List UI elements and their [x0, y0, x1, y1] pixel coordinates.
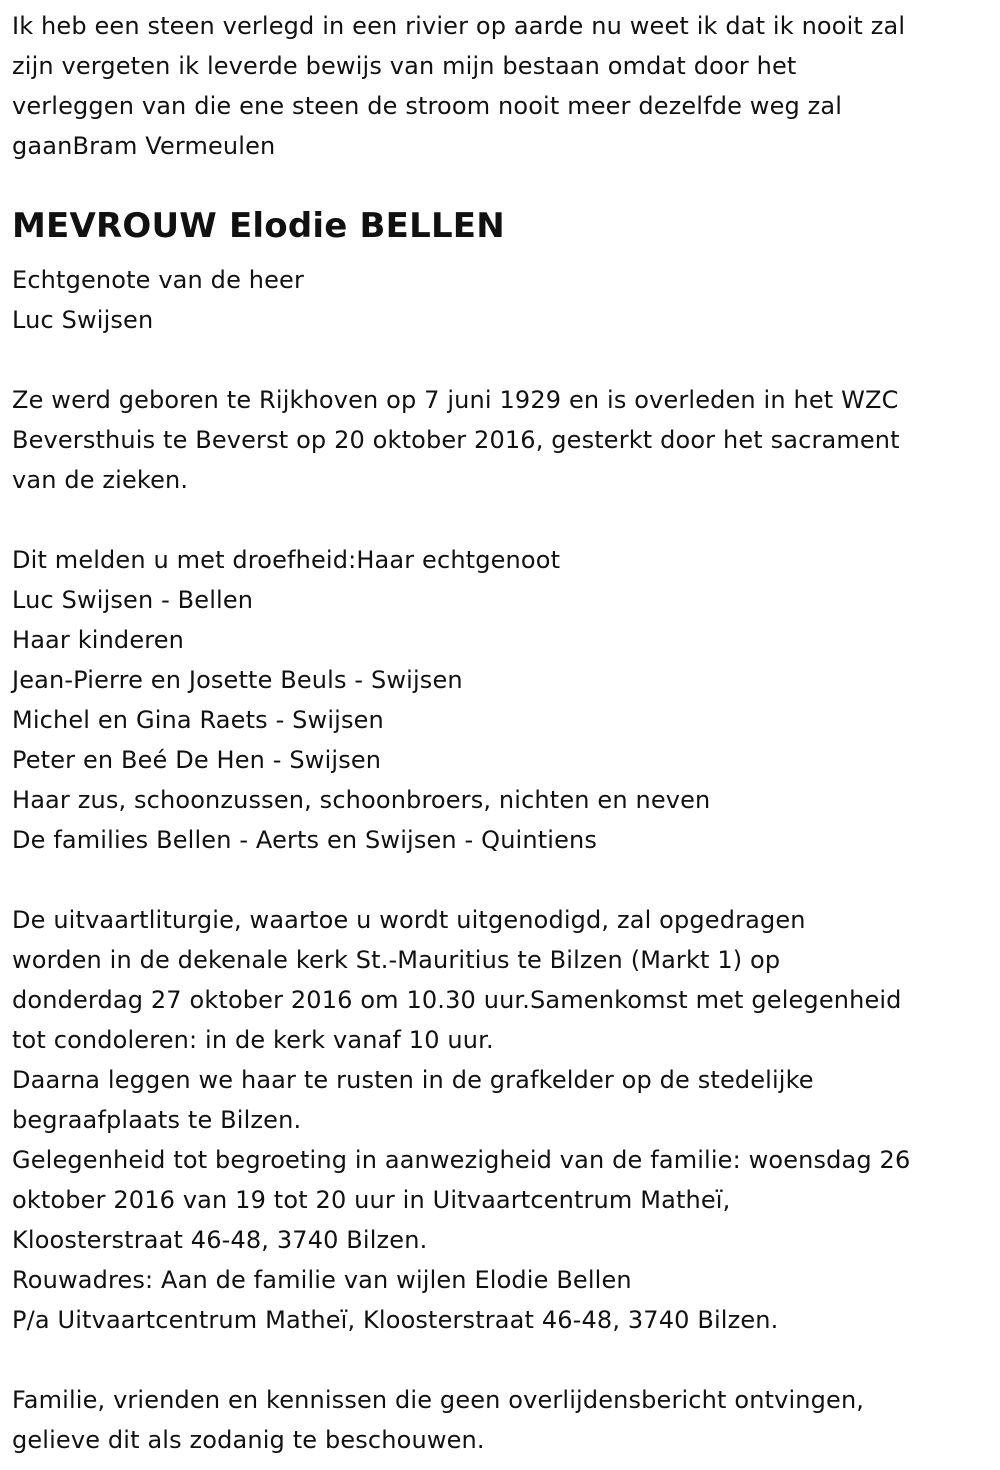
family-block [12, 540, 988, 860]
family-line: De families Bellen - Aerts en Swijsen - Quintiens [12, 826, 598, 854]
funeral-line: donderdag 27 oktober 2016 om 10.30 uur.Samenkomst met gelegenheid [12, 986, 902, 1014]
paragraph-gap [12, 860, 988, 900]
birth-death-line: Beversthuis te Beverst op 20 oktober 2016, gesterkt door het sacrament [12, 426, 900, 454]
spouse-line: Echtgenote van de heer [12, 266, 304, 294]
paragraph-gap [12, 500, 988, 540]
quote-line: verleggen van die ene steen de stroom nooit meer dezelfde weg zal [12, 92, 843, 120]
family-line: Haar zus, schoonzussen, schoonbroers, nichten en neven [12, 786, 711, 814]
funeral-line: Daarna leggen we haar te rusten in de grafkelder op de stedelijke [12, 1066, 814, 1094]
quote-line: zijn vergeten ik leverde bewijs van mijn bestaan omdat door het [12, 52, 797, 80]
deceased-name-heading: MEVROUW Elodie BELLEN [12, 206, 505, 246]
funeral-line: Kloosterstraat 46-48, 3740 Bilzen. [12, 1226, 428, 1254]
birth-death-line: Ze werd geboren te Rijkhoven op 7 juni 1929 en is overleden in het WZC [12, 386, 899, 414]
quote-line: gaanBram Vermeulen [12, 132, 276, 160]
funeral-line: oktober 2016 van 19 tot 20 uur in Uitvaartcentrum Matheï, [12, 1186, 731, 1214]
quote-line: Ik heb een steen verlegd in een rivier op aarde nu weet ik dat ik nooit zal [12, 12, 906, 40]
spouse-line: Luc Swijsen [12, 306, 154, 334]
funeral-line: begraafplaats te Bilzen. [12, 1106, 302, 1134]
paragraph-gap [12, 1340, 988, 1380]
closing-line: Familie, vrienden en kennissen die geen overlijdensbericht ontvingen, [12, 1386, 865, 1414]
spouse-block [12, 260, 988, 340]
funeral-line: tot condoleren: in de kerk vanaf 10 uur. [12, 1026, 494, 1054]
closing-line: gelieve dit als zodanig te beschouwen. [12, 1426, 485, 1454]
birth-death-line: van de zieken. [12, 466, 189, 494]
paragraph-gap [12, 340, 988, 380]
funeral-block [12, 900, 988, 1340]
funeral-line: Gelegenheid tot begroeting in aanwezigheid van de familie: woensdag 26 [12, 1146, 911, 1174]
funeral-line: De uitvaartliturgie, waartoe u wordt uitgenodigd, zal opgedragen [12, 906, 806, 934]
birth-death-block [12, 380, 988, 500]
funeral-line: P/a Uitvaartcentrum Matheï, Kloosterstraat 46-48, 3740 Bilzen. [12, 1306, 779, 1334]
family-line: Haar kinderen [12, 626, 185, 654]
closing-block [12, 1380, 988, 1460]
funeral-line: Rouwadres: Aan de familie van wijlen Elodie Bellen [12, 1266, 632, 1294]
quote-block [12, 6, 988, 166]
family-line: Michel en Gina Raets - Swijsen [12, 706, 384, 734]
family-line: Jean-Pierre en Josette Beuls - Swijsen [12, 666, 463, 694]
family-line: Peter en Beé De Hen - Swijsen [12, 746, 382, 774]
family-line: Luc Swijsen - Bellen [12, 586, 254, 614]
family-line: Dit melden u met droefheid:Haar echtgenoot [12, 546, 561, 574]
funeral-line: worden in de dekenale kerk St.-Mauritius te Bilzen (Markt 1) op [12, 946, 781, 974]
